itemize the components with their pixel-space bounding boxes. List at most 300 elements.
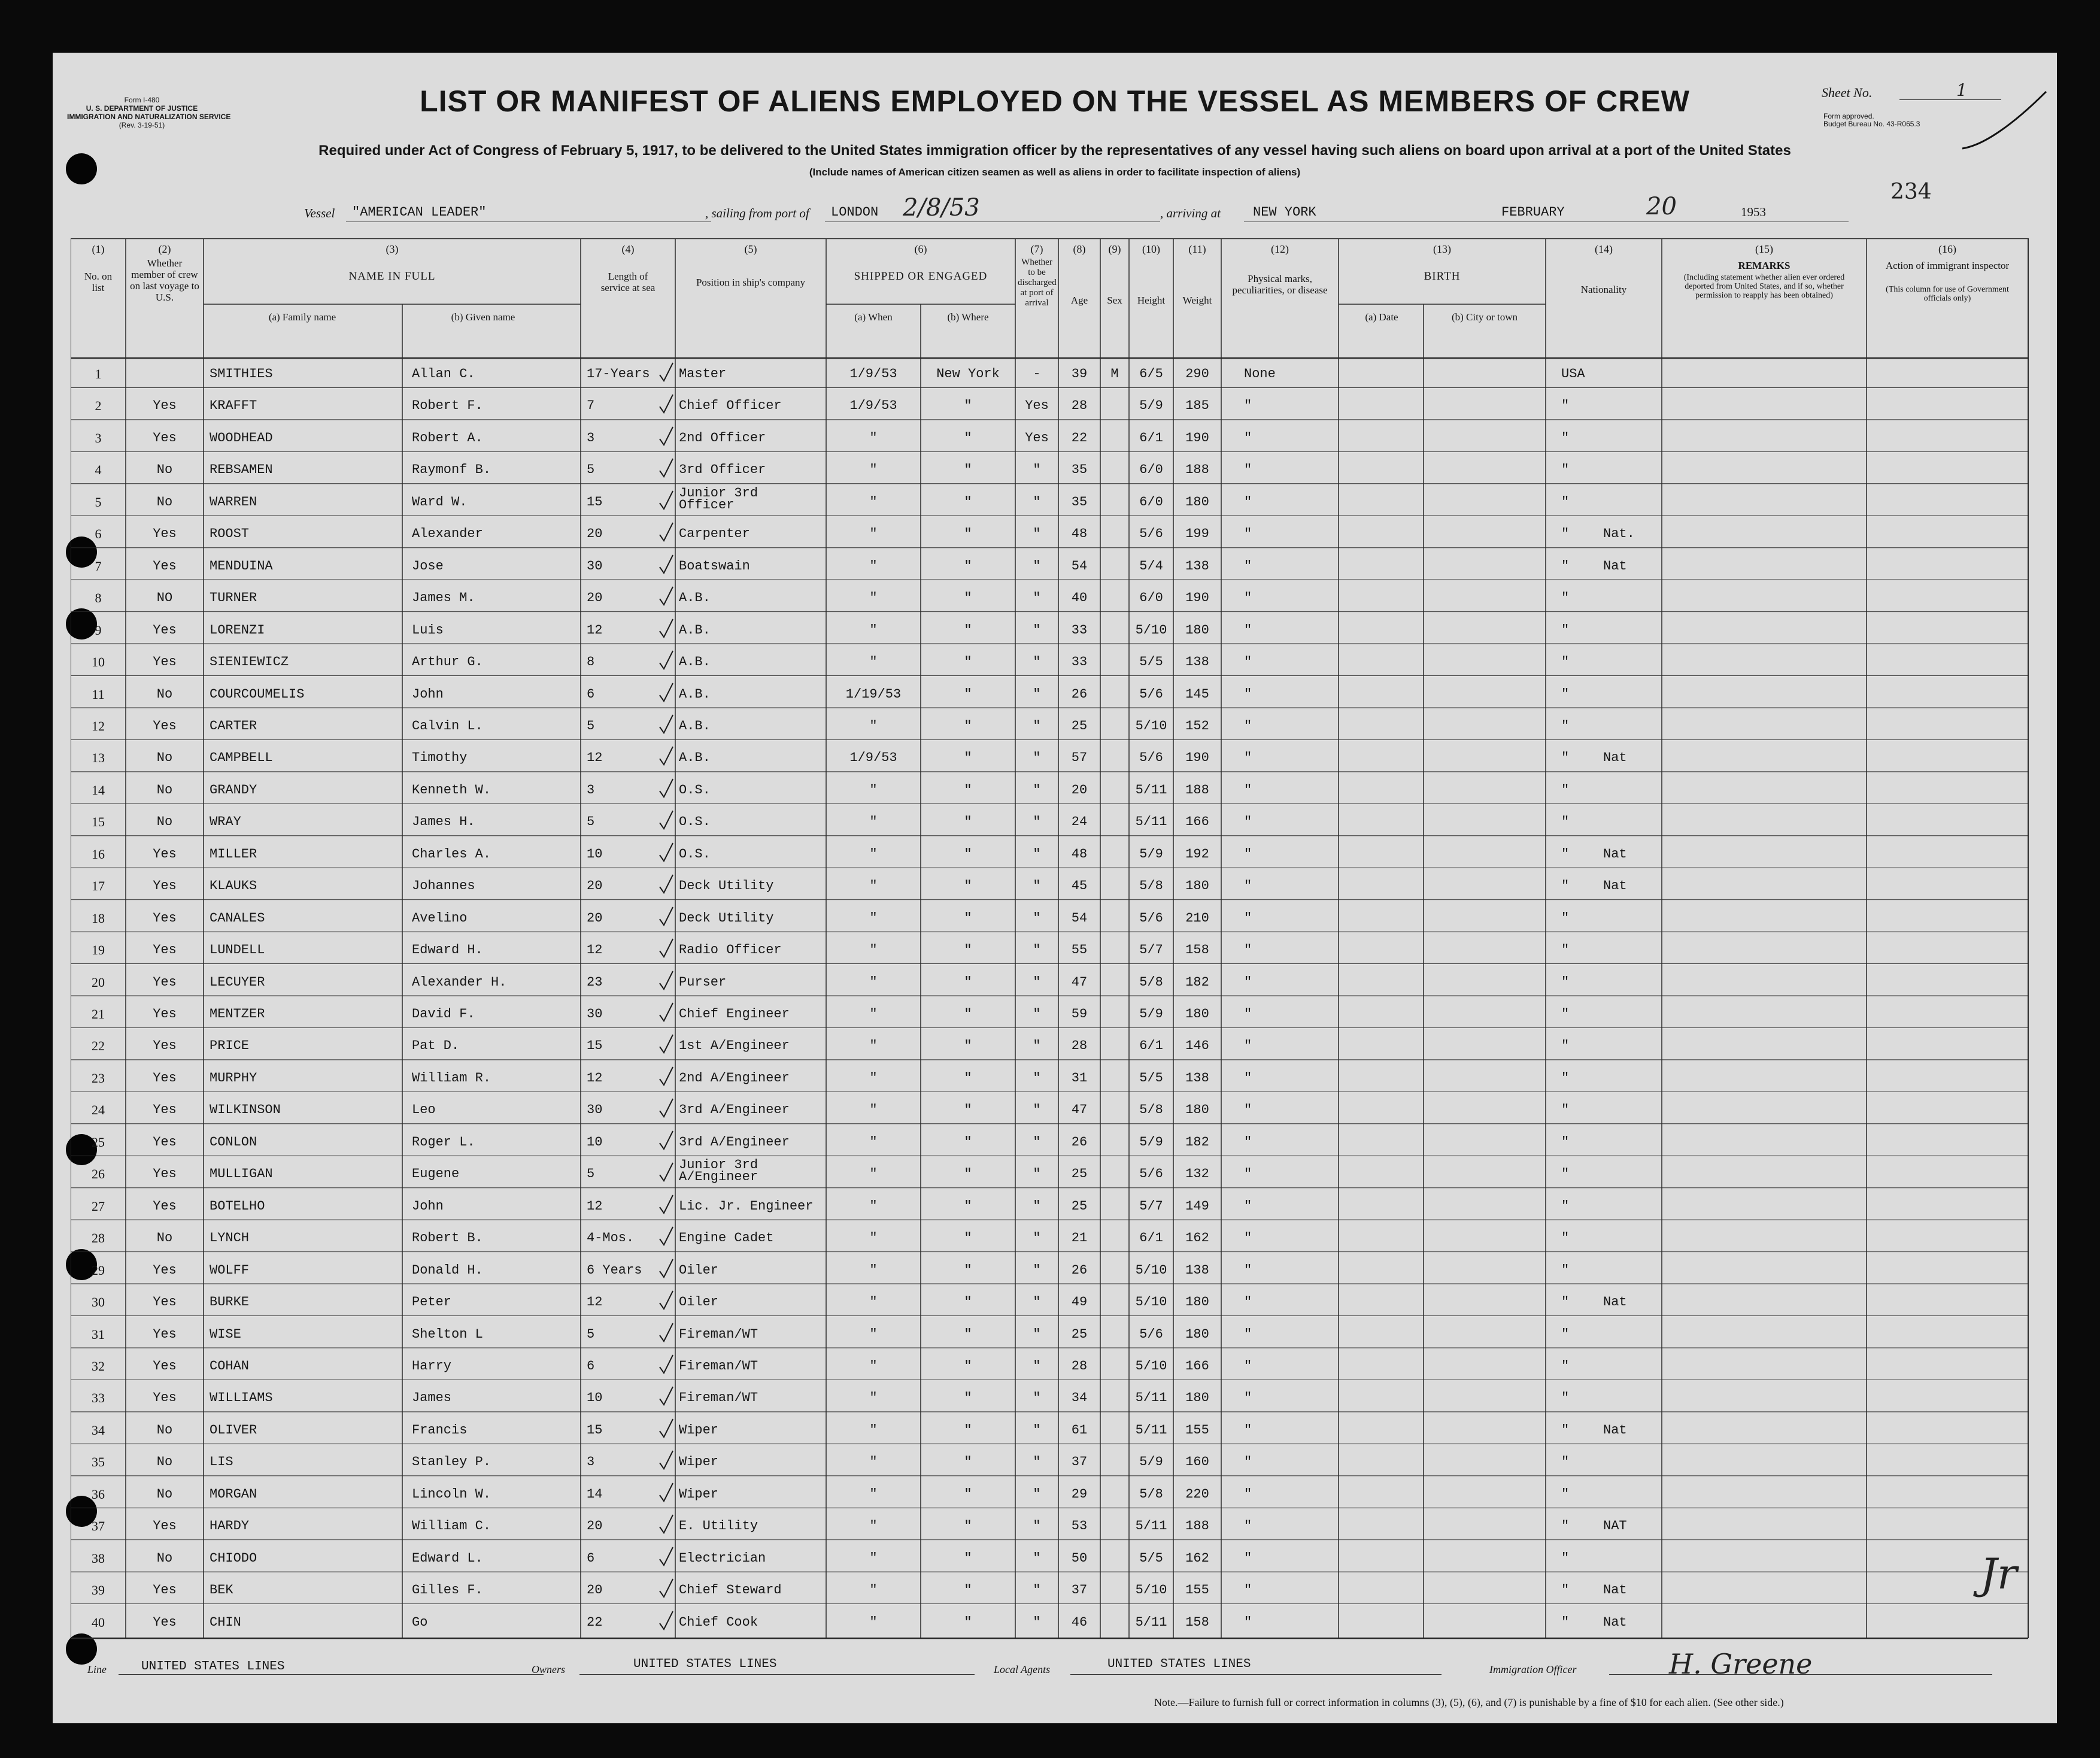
cell-prev: Yes bbox=[153, 846, 177, 862]
cell-service: 6 bbox=[587, 686, 595, 702]
owners-label: Owners bbox=[532, 1663, 566, 1675]
col-num-16: (16) bbox=[1938, 243, 1956, 255]
cell-discharged: - bbox=[1033, 366, 1041, 381]
form-revision: (Rev. 3-19-51) bbox=[119, 121, 165, 129]
col-num-4: (4) bbox=[621, 243, 635, 255]
cell-when: " bbox=[869, 1614, 878, 1630]
table-row bbox=[53, 1030, 2057, 1062]
legal-subnote: (Include names of American citizen seamen as well as aliens in order to facilitate inspection of aliens) bbox=[809, 166, 1301, 178]
cell-prev: Yes bbox=[153, 1518, 177, 1534]
check-mark-icon bbox=[657, 553, 675, 577]
cell-service: 17-Years bbox=[587, 366, 650, 381]
cell-family: BEK bbox=[210, 1583, 233, 1598]
cell-height: 5/11 bbox=[1135, 782, 1167, 798]
cell-position: Electrician bbox=[679, 1550, 766, 1566]
cell-where: " bbox=[964, 1550, 972, 1566]
cell-marks: " bbox=[1244, 1358, 1252, 1374]
cell-family: WOLFF bbox=[210, 1262, 250, 1278]
cell-prev: No bbox=[156, 1422, 173, 1438]
cell-weight: 138 bbox=[1185, 1262, 1209, 1278]
cell-height: 5/10 bbox=[1135, 1358, 1167, 1374]
table-row bbox=[53, 870, 2057, 902]
cell-when: " bbox=[869, 526, 878, 542]
sailing-port: LONDON bbox=[831, 205, 879, 220]
cell-height: 5/5 bbox=[1139, 654, 1163, 670]
cell-discharged: " bbox=[1033, 1070, 1041, 1086]
cell-where: " bbox=[964, 430, 972, 445]
cell-no: 11 bbox=[92, 686, 105, 702]
cell-where: " bbox=[964, 1518, 972, 1534]
cell-age: 54 bbox=[1071, 558, 1088, 574]
cell-position: 2nd Officer bbox=[679, 430, 766, 445]
cell-marks: None bbox=[1244, 366, 1276, 381]
cell-given: Ward W. bbox=[412, 494, 468, 510]
table-row bbox=[53, 966, 2057, 998]
cell-discharged: " bbox=[1033, 750, 1041, 766]
cell-height: 5/11 bbox=[1135, 1422, 1167, 1438]
cell-age: 20 bbox=[1071, 782, 1088, 798]
check-mark-icon bbox=[657, 1417, 675, 1441]
cell-marks: " bbox=[1244, 1326, 1252, 1342]
cell-position: 2nd A/Engineer bbox=[679, 1070, 790, 1086]
cell-no: 28 bbox=[92, 1230, 105, 1246]
cell-where: " bbox=[964, 462, 972, 478]
cell-service: 12 bbox=[587, 1295, 603, 1310]
cell-marks: " bbox=[1244, 1134, 1252, 1150]
cell-age: 47 bbox=[1071, 1102, 1088, 1118]
cell-when: " bbox=[869, 782, 878, 798]
cell-when: " bbox=[869, 1102, 878, 1118]
col-header-10: Height bbox=[1137, 295, 1166, 306]
officer-label: Immigration Officer bbox=[1489, 1663, 1577, 1675]
cell-prev: Yes bbox=[153, 398, 177, 414]
cell-height: 5/10 bbox=[1135, 1262, 1167, 1278]
check-mark-icon bbox=[657, 1224, 675, 1248]
cell-discharged: Yes bbox=[1025, 398, 1049, 414]
cell-position: Oiler bbox=[679, 1295, 719, 1310]
cell-weight: 192 bbox=[1185, 846, 1209, 862]
cell-weight: 188 bbox=[1185, 1518, 1209, 1534]
cell-weight: 138 bbox=[1185, 1070, 1209, 1086]
handwritten-initials: Jr bbox=[1980, 1550, 2017, 1599]
cell-position: Master bbox=[679, 366, 727, 381]
check-mark-icon bbox=[657, 1545, 675, 1569]
col-header-12: Physical marks, peculiarities, or disease bbox=[1232, 273, 1328, 296]
cell-discharged: " bbox=[1033, 974, 1041, 990]
check-mark-icon bbox=[657, 584, 675, 608]
cell-prev: Yes bbox=[153, 1295, 177, 1310]
cell-given: Arthur G. bbox=[412, 654, 483, 670]
cell-height: 5/6 bbox=[1139, 686, 1163, 702]
col-header-3: NAME IN FULL bbox=[348, 270, 436, 283]
approval-text: Form approved. bbox=[1823, 112, 1874, 120]
table-row bbox=[53, 1414, 2057, 1446]
cell-service: 3 bbox=[587, 782, 595, 798]
cell-nationality: " bbox=[1561, 430, 1570, 445]
cell-height: 5/11 bbox=[1135, 814, 1167, 830]
check-mark-icon bbox=[657, 489, 675, 513]
cell-nationality: " bbox=[1561, 462, 1570, 478]
cell-given: Donald H. bbox=[412, 1262, 483, 1278]
cell-age: 47 bbox=[1071, 974, 1088, 990]
owners-underline bbox=[579, 1674, 975, 1675]
cell-nationality: " bbox=[1561, 1583, 1570, 1598]
cell-weight: 155 bbox=[1185, 1422, 1209, 1438]
cell-discharged: Yes bbox=[1025, 430, 1049, 445]
cell-where: " bbox=[964, 750, 972, 766]
cell-when: " bbox=[869, 1550, 878, 1566]
cell-when: 1/9/53 bbox=[849, 750, 897, 766]
cell-position: A.B. bbox=[679, 750, 711, 766]
cell-position: Chief Officer bbox=[679, 398, 782, 414]
cell-height: 6/0 bbox=[1139, 590, 1163, 606]
sailing-date: 2/8/53 bbox=[903, 194, 980, 222]
cell-nationality: " bbox=[1561, 1166, 1570, 1182]
cell-discharged: " bbox=[1033, 622, 1041, 638]
col-num-13: (13) bbox=[1433, 243, 1451, 255]
cell-height: 6/1 bbox=[1139, 1038, 1163, 1054]
table-row bbox=[53, 486, 2057, 518]
cell-no: 5 bbox=[95, 494, 102, 510]
cell-service: 15 bbox=[587, 494, 603, 510]
cell-weight: 180 bbox=[1185, 1102, 1209, 1118]
cell-discharged: " bbox=[1033, 782, 1041, 798]
col-num-8: (8) bbox=[1073, 243, 1086, 255]
cell-height: 5/7 bbox=[1139, 942, 1163, 958]
cell-family: REBSAMEN bbox=[210, 462, 273, 478]
col-header-13: BIRTH bbox=[1424, 270, 1461, 283]
cell-where: " bbox=[964, 1583, 972, 1598]
cell-where: " bbox=[964, 910, 972, 926]
cell-family: MENTZER bbox=[210, 1007, 265, 1022]
agents-underline bbox=[1070, 1674, 1442, 1675]
cell-weight: 290 bbox=[1185, 366, 1209, 381]
cell-height: 5/9 bbox=[1139, 1007, 1163, 1022]
cell-age: 33 bbox=[1071, 654, 1088, 670]
table-row bbox=[53, 1318, 2057, 1350]
cell-service: 20 bbox=[587, 1518, 603, 1534]
cell-when: " bbox=[869, 1295, 878, 1310]
check-mark-icon bbox=[657, 1609, 675, 1633]
cell-age: 50 bbox=[1071, 1550, 1088, 1566]
cell-given: Leo bbox=[412, 1102, 436, 1118]
table-row bbox=[53, 1446, 2057, 1478]
cell-discharged: " bbox=[1033, 590, 1041, 606]
cell-marks: " bbox=[1244, 654, 1252, 670]
cell-given: Johannes bbox=[412, 878, 475, 894]
form-number: Form I-480 bbox=[124, 96, 160, 104]
cell-discharged: " bbox=[1033, 686, 1041, 702]
check-mark-icon bbox=[657, 520, 675, 544]
cell-age: 40 bbox=[1071, 590, 1088, 606]
cell-where: " bbox=[964, 878, 972, 894]
legal-requirement: Required under Act of Congress of February 5, 1917, to be delivered to the United States immigration officer by the representatives of any vessel having such aliens on board upon arrival at a port of the United States bbox=[318, 143, 1791, 159]
cell-service: 12 bbox=[587, 622, 603, 638]
cell-service: 20 bbox=[587, 590, 603, 606]
cell-when: " bbox=[869, 910, 878, 926]
cell-where: " bbox=[964, 494, 972, 510]
cell-discharged: " bbox=[1033, 878, 1041, 894]
cell-height: 5/9 bbox=[1139, 1134, 1163, 1150]
cell-position: Engine Cadet bbox=[679, 1230, 774, 1246]
cell-family: MULLIGAN bbox=[210, 1166, 273, 1182]
cell-marks: " bbox=[1244, 1550, 1252, 1566]
cell-nationality: " bbox=[1561, 1134, 1570, 1150]
cell-weight: 158 bbox=[1185, 1614, 1209, 1630]
cell-marks: " bbox=[1244, 1583, 1252, 1598]
cell-where: " bbox=[964, 782, 972, 798]
cell-height: 5/6 bbox=[1139, 910, 1163, 926]
cell-marks: " bbox=[1244, 462, 1252, 478]
cell-where: " bbox=[964, 654, 972, 670]
cell-marks: " bbox=[1244, 782, 1252, 798]
cell-family: WARREN bbox=[210, 494, 257, 510]
cell-weight: 180 bbox=[1185, 494, 1209, 510]
cell-marks: " bbox=[1244, 526, 1252, 542]
table-row bbox=[53, 390, 2057, 422]
cell-position: Junior 3rd A/Engineer bbox=[679, 1157, 758, 1185]
cell-weight: 188 bbox=[1185, 782, 1209, 798]
cell-family: PRICE bbox=[210, 1038, 250, 1054]
cell-family: GRANDY bbox=[210, 782, 257, 798]
cell-position: 3rd A/Engineer bbox=[679, 1134, 790, 1150]
cell-family: MORGAN bbox=[210, 1486, 257, 1502]
cell-service: 5 bbox=[587, 1326, 595, 1342]
cell-service: 3 bbox=[587, 430, 595, 445]
cell-where: " bbox=[964, 1326, 972, 1342]
cell-position: Deck Utility bbox=[679, 878, 774, 894]
sheet-number-value: 1 bbox=[1956, 80, 1967, 100]
check-mark-icon bbox=[657, 1513, 675, 1536]
check-mark-icon bbox=[657, 681, 675, 705]
cell-discharged: " bbox=[1033, 1518, 1041, 1534]
cell-given: James M. bbox=[412, 590, 475, 606]
cell-no: 30 bbox=[92, 1295, 105, 1310]
cell-when: " bbox=[869, 878, 878, 894]
table-row bbox=[53, 1607, 2057, 1638]
cell-when: " bbox=[869, 1390, 878, 1406]
cell-nationality: " bbox=[1561, 718, 1570, 733]
table-row bbox=[53, 1094, 2057, 1126]
cell-height: 5/10 bbox=[1135, 1583, 1167, 1598]
cell-no: 6 bbox=[95, 526, 102, 542]
check-mark-icon bbox=[657, 1577, 675, 1601]
cell-family: BURKE bbox=[210, 1295, 250, 1310]
cell-no: 29 bbox=[92, 1262, 105, 1278]
cell-weight: 155 bbox=[1185, 1583, 1209, 1598]
cell-weight: 146 bbox=[1185, 1038, 1209, 1054]
cell-age: 39 bbox=[1071, 366, 1088, 381]
cell-age: 55 bbox=[1071, 942, 1088, 958]
cell-family: KLAUKS bbox=[210, 878, 257, 894]
cell-height: 5/8 bbox=[1139, 1486, 1163, 1502]
cell-no: 27 bbox=[92, 1198, 105, 1214]
cell-discharged: " bbox=[1033, 1262, 1041, 1278]
table-row bbox=[53, 1350, 2057, 1382]
arrival-month: FEBRUARY bbox=[1501, 205, 1565, 220]
cell-marks: " bbox=[1244, 750, 1252, 766]
cell-no: 2 bbox=[95, 398, 102, 414]
table-row bbox=[53, 1062, 2057, 1094]
cell-age: 25 bbox=[1071, 1326, 1088, 1342]
cell-when: " bbox=[869, 462, 878, 478]
cell-when: " bbox=[869, 1007, 878, 1022]
cell-service: 6 Years bbox=[587, 1262, 642, 1278]
cell-marks: " bbox=[1244, 1262, 1252, 1278]
cell-nationality: " bbox=[1561, 558, 1570, 574]
cell-no: 1 bbox=[95, 366, 102, 381]
cell-discharged: " bbox=[1033, 718, 1041, 733]
cell-where: " bbox=[964, 942, 972, 958]
cell-nat-note: Nat. bbox=[1603, 526, 1635, 542]
cell-age: 22 bbox=[1071, 430, 1088, 445]
cell-when: " bbox=[869, 1262, 878, 1278]
cell-service: 12 bbox=[587, 942, 603, 958]
cell-given: Charles A. bbox=[412, 846, 491, 862]
cell-age: 28 bbox=[1071, 1038, 1088, 1054]
col-num-1: (1) bbox=[92, 243, 105, 255]
cell-nationality: " bbox=[1561, 1102, 1570, 1118]
cell-service: 8 bbox=[587, 654, 595, 670]
cell-where: " bbox=[964, 1358, 972, 1374]
cell-where: " bbox=[964, 1134, 972, 1150]
cell-given: James H. bbox=[412, 814, 475, 830]
cell-height: 6/0 bbox=[1139, 494, 1163, 510]
cell-no: 31 bbox=[92, 1326, 105, 1342]
cell-no: 8 bbox=[95, 590, 102, 606]
cell-nationality: " bbox=[1561, 942, 1570, 958]
cell-when: " bbox=[869, 654, 878, 670]
check-mark-icon bbox=[657, 1032, 675, 1056]
cell-when: " bbox=[869, 1422, 878, 1438]
cell-discharged: " bbox=[1033, 1038, 1041, 1054]
cell-height: 5/9 bbox=[1139, 1454, 1163, 1470]
check-mark-icon bbox=[657, 1321, 675, 1345]
cell-position: Chief Cook bbox=[679, 1614, 758, 1630]
cell-age: 26 bbox=[1071, 686, 1088, 702]
cell-weight: 145 bbox=[1185, 686, 1209, 702]
line-underline bbox=[119, 1674, 544, 1675]
cell-nationality: " bbox=[1561, 398, 1570, 414]
cell-prev: Yes bbox=[153, 622, 177, 638]
cell-service: 14 bbox=[587, 1486, 603, 1502]
cell-marks: " bbox=[1244, 1614, 1252, 1630]
table-row bbox=[53, 1510, 2057, 1542]
cell-given: Alexander bbox=[412, 526, 483, 542]
cell-given: Peter bbox=[412, 1295, 452, 1310]
cell-when: " bbox=[869, 718, 878, 733]
check-mark-icon bbox=[657, 1289, 675, 1313]
cell-given: Timothy bbox=[412, 750, 468, 766]
cell-age: 46 bbox=[1071, 1614, 1088, 1630]
cell-no: 32 bbox=[92, 1358, 105, 1374]
cell-height: 5/6 bbox=[1139, 1326, 1163, 1342]
budget-bureau: Budget Bureau No. 43-R065.3 bbox=[1823, 120, 1920, 128]
cell-age: 24 bbox=[1071, 814, 1088, 830]
cell-no: 7 bbox=[95, 558, 102, 574]
agents-label: Local Agents bbox=[994, 1663, 1051, 1675]
table-row bbox=[53, 550, 2057, 582]
cell-weight: 220 bbox=[1185, 1486, 1209, 1502]
cell-no: 33 bbox=[92, 1390, 105, 1406]
cell-family: LUNDELL bbox=[210, 942, 265, 958]
cell-position: Carpenter bbox=[679, 526, 750, 542]
cell-prev: Yes bbox=[153, 526, 177, 542]
table-row bbox=[53, 934, 2057, 966]
cell-service: 7 bbox=[587, 398, 595, 414]
cell-given: Shelton L bbox=[412, 1326, 483, 1342]
cell-nationality: " bbox=[1561, 1198, 1570, 1214]
cell-marks: " bbox=[1244, 910, 1252, 926]
cell-weight: 182 bbox=[1185, 1134, 1209, 1150]
cell-discharged: " bbox=[1033, 494, 1041, 510]
cell-height: 6/1 bbox=[1139, 430, 1163, 445]
col-num-9: (9) bbox=[1108, 243, 1121, 255]
cell-given: Harry bbox=[412, 1358, 452, 1374]
cell-marks: " bbox=[1244, 878, 1252, 894]
cell-no: 14 bbox=[92, 782, 105, 798]
cell-no: 17 bbox=[92, 878, 105, 894]
cell-nationality: " bbox=[1561, 1326, 1570, 1342]
cell-prev: Yes bbox=[153, 1583, 177, 1598]
cell-when: " bbox=[869, 942, 878, 958]
col-num-10: (10) bbox=[1142, 243, 1160, 255]
arrival-year: 1953 bbox=[1741, 205, 1766, 219]
cell-discharged: " bbox=[1033, 1230, 1041, 1246]
cell-marks: " bbox=[1244, 590, 1252, 606]
cell-given: Jose bbox=[412, 558, 444, 574]
cell-sex: M bbox=[1110, 366, 1119, 381]
check-mark-icon bbox=[657, 841, 675, 865]
cell-service: 3 bbox=[587, 1454, 595, 1470]
cell-given: Robert F. bbox=[412, 398, 483, 414]
check-mark-icon bbox=[657, 808, 675, 832]
cell-position: Oiler bbox=[679, 1262, 719, 1278]
cell-marks: " bbox=[1244, 1166, 1252, 1182]
cell-no: 21 bbox=[92, 1007, 105, 1022]
col-header-6b: (b) Where bbox=[947, 311, 989, 323]
cell-prev: No bbox=[156, 814, 173, 830]
table-row bbox=[53, 1478, 2057, 1510]
cell-age: 25 bbox=[1071, 718, 1088, 733]
col-header-13a: (a) Date bbox=[1365, 311, 1398, 323]
cell-when: " bbox=[869, 430, 878, 445]
col-header-5: Position in ship's company bbox=[696, 277, 806, 288]
cell-no: 20 bbox=[92, 974, 105, 990]
cell-family: KRAFFT bbox=[210, 398, 257, 414]
cell-nationality: " bbox=[1561, 686, 1570, 702]
table-row bbox=[53, 1542, 2057, 1574]
cell-when: " bbox=[869, 1038, 878, 1054]
cell-when: " bbox=[869, 1198, 878, 1214]
check-mark-icon bbox=[657, 1001, 675, 1025]
cell-prev: Yes bbox=[153, 974, 177, 990]
cell-given: John bbox=[412, 1198, 444, 1214]
table-row bbox=[53, 518, 2057, 550]
cell-height: 6/5 bbox=[1139, 366, 1163, 381]
cell-discharged: " bbox=[1033, 1614, 1041, 1630]
cell-service: 20 bbox=[587, 910, 603, 926]
cell-service: 12 bbox=[587, 1198, 603, 1214]
table-row bbox=[53, 710, 2057, 742]
cell-family: LECUYER bbox=[210, 974, 265, 990]
cell-age: 54 bbox=[1071, 910, 1088, 926]
table-row bbox=[53, 902, 2057, 934]
cell-height: 6/1 bbox=[1139, 1230, 1163, 1246]
cell-marks: " bbox=[1244, 1070, 1252, 1086]
cell-no: 15 bbox=[92, 814, 105, 830]
cell-given: William R. bbox=[412, 1070, 491, 1086]
